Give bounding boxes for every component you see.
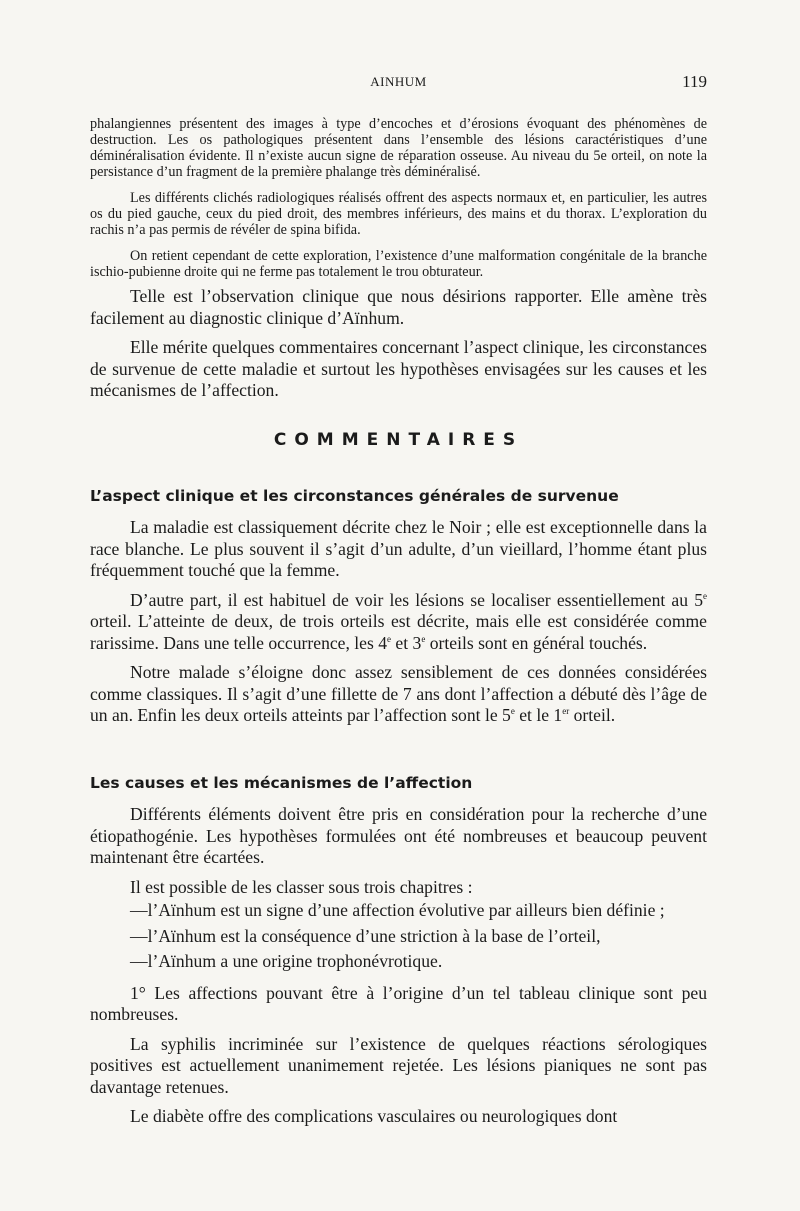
observation-continuation — [90, 116, 707, 280]
paragraph: phalangiennes présentent des images à type d’encoches et d’érosions évoquant des phénomènes de destruction. Les os pathologiques présentent dans l’ensemble des lésions caractéristiques d’une déminéralisation évidente. Il n’existe aucun signe de réparation osseuse. Au niveau du 5e orteil, on note la persistance d’un fragment de la première phalange très déminéralisé. — [90, 116, 707, 180]
paragraph: D’autre part, il est habituel de voir les lésions se localiser essentiellement au 5e orteil. L’atteinte de deux, de trois orteils est décrite, mais elle est considérée comme rarissime. Dans une telle occurrence, les 4e et 3e orteils sont en général touchés. — [90, 589, 707, 653]
section-aspect-clinique — [90, 517, 707, 727]
paragraph: Telle est l’observation clinique que nous désirions rapporter. Elle amène très facilement au diagnostic clinique d’Aïnhum. — [90, 286, 707, 328]
paragraph: Les différents clichés radiologiques réalisés offrent des aspects normaux et, en particulier, les autres os du pied gauche, ceux du pied droit, des membres inférieurs, des mains et du thorax. L’exploration du rachis n’a pas permis de révéler de spina bifida. — [90, 190, 707, 238]
paragraph: Il est possible de les classer sous trois chapitres : — [130, 876, 473, 897]
paragraph: 1° Les affections pouvant être à l’origine d’un tel tableau clinique sont peu nombreuses. — [90, 982, 707, 1024]
paragraph: Différents éléments doivent être pris en considération pour la recherche d’une étiopathogénie. Les hypothèses formulées ont été nombreuses et beaucoup peuvent maintenant être écartées. — [90, 804, 707, 867]
paragraph: On retient cependant de cette exploration, l’existence d’une malformation congénitale de la branche ischio-pubienne droite qui ne ferme pas totalement le trou obturateur. — [90, 248, 707, 280]
section-title: COMMENTAIRES — [273, 430, 524, 450]
page-number: 119 — [682, 72, 707, 91]
list-item: —l’Aïnhum a une origine trophonévrotique. — [130, 951, 443, 971]
heading-causes-mecanismes: Les causes et les mécanismes de l’affection — [90, 774, 473, 792]
paragraph: Elle mérite quelques commentaires concernant l’aspect clinique, les circonstances de survenue de cette maladie et surtout les hypothèses envisagées sur les causes et les mécanismes de l’affection. — [90, 337, 707, 400]
paragraph: Notre malade s’éloigne donc assez sensiblement de ces données considérées comme classiques. Il s’agit d’une fillette de 7 ans dont l’affection a débuté dès l’âge de un an. Enfin les deux orteils atteints par l’affection sont le 5e et le 1er orteil. — [90, 662, 707, 725]
paragraph: La syphilis incriminée sur l’existence de quelques réactions sérologiques positives est actuellement unanimement rejetée. Les lésions pianiques ne sont pas davantage retenues. — [90, 1033, 707, 1097]
paragraph: Le diabète offre des complications vasculaires ou neurologiques dont — [130, 1106, 618, 1126]
intro-block — [90, 286, 707, 402]
running-title: AINHUM — [370, 74, 427, 89]
list-item: —l’Aïnhum est un signe d’une affection évolutive par ailleurs bien définie ; — [130, 900, 665, 920]
list-item: —l’Aïnhum est la conséquence d’une striction à la base de l’orteil, — [130, 925, 601, 946]
paragraph: La maladie est classiquement décrite chez le Noir ; elle est exceptionnelle dans la race blanche. Le plus souvent il s’agit d’un adulte, d’un vieillard, l’homme étant plus fréquemment touché que la femme. — [90, 517, 707, 580]
heading-aspect-clinique: L’aspect clinique et les circonstances générales de survenue — [90, 487, 619, 505]
section-causes-mecanismes — [90, 804, 707, 1128]
running-head — [90, 74, 707, 94]
